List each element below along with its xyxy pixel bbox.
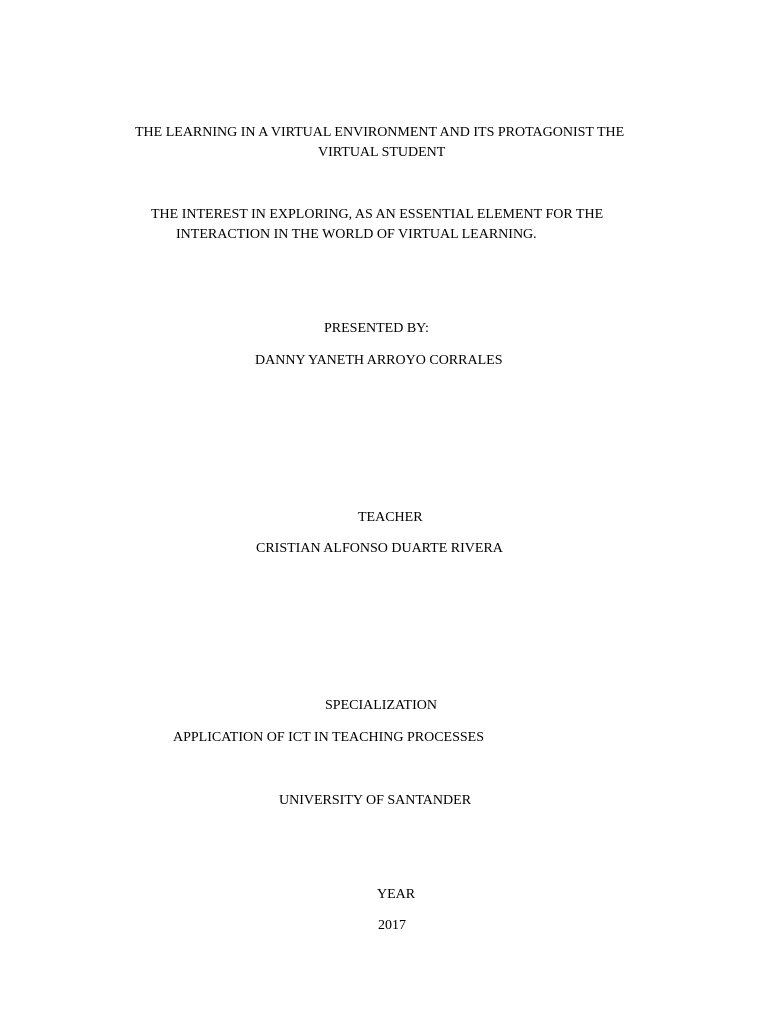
author-name: DANNY YANETH ARROYO CORRALES	[255, 353, 503, 368]
year-label: YEAR	[377, 887, 416, 902]
specialization-label: SPECIALIZATION	[325, 698, 437, 713]
title-line-2: VIRTUAL STUDENT	[318, 145, 446, 160]
subtitle-line-1: THE INTEREST IN EXPLORING, AS AN ESSENTIAL ELEMENT FOR THE	[151, 207, 604, 222]
specialization-name: APPLICATION OF ICT IN TEACHING PROCESSES	[173, 730, 485, 745]
title-line-1: THE LEARNING IN A VIRTUAL ENVIRONMENT AND ITS PROTAGONIST THE	[135, 125, 625, 140]
university-name: UNIVERSITY OF SANTANDER	[279, 793, 472, 808]
teacher-label: TEACHER	[358, 510, 423, 525]
subtitle-line-2: INTERACTION IN THE WORLD OF VIRTUAL LEARNING.	[176, 227, 537, 242]
presented-by-label: PRESENTED BY:	[324, 321, 429, 336]
year-value: 2017	[378, 918, 406, 933]
teacher-name: CRISTIAN ALFONSO DUARTE RIVERA	[256, 541, 503, 556]
